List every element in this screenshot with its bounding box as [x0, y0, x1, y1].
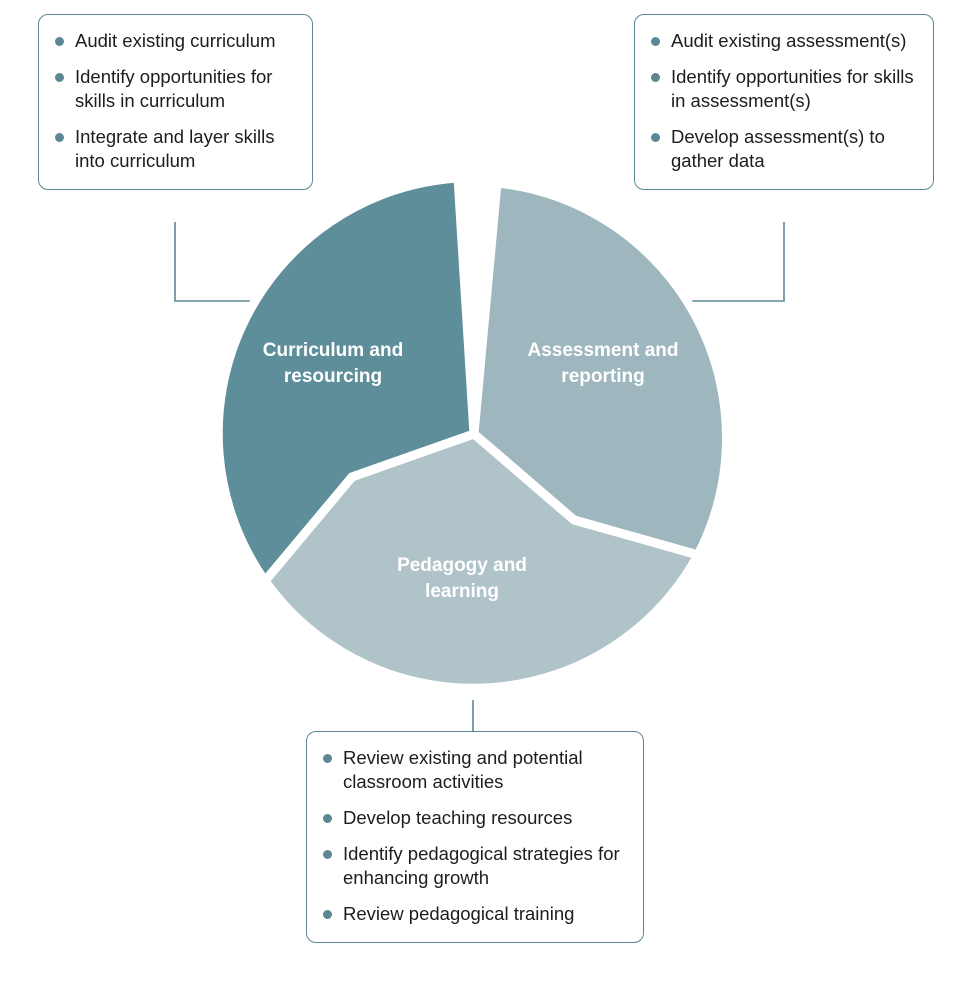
- callout-assessment: [634, 14, 934, 190]
- list-item: Identify opportunities for skills in assessment(s): [649, 65, 917, 113]
- pie-label-curriculum-line1: Curriculum and: [262, 340, 404, 361]
- callout-pedagogy: [306, 731, 644, 943]
- list-item: Develop assessment(s) to gather data: [649, 125, 917, 173]
- callout-assessment-list: [649, 29, 917, 173]
- callout-curriculum-list: [53, 29, 296, 173]
- pie-chart: [215, 175, 733, 693]
- callout-curriculum: [38, 14, 313, 190]
- pie-label-assessment-line2: reporting: [561, 366, 645, 387]
- pie-label-pedagogy-line2: learning: [425, 581, 499, 602]
- callout-pedagogy-list: [321, 746, 627, 926]
- list-item: Review existing and potential classroom activities: [321, 746, 627, 794]
- list-item: Identify pedagogical strategies for enhancing growth: [321, 842, 627, 890]
- pie-label-assessment-line1: Assessment and: [527, 340, 679, 361]
- pie-svg: [215, 175, 733, 693]
- list-item: Identify opportunities for skills in curriculum: [53, 65, 296, 113]
- list-item: Audit existing assessment(s): [649, 29, 917, 53]
- pie-label-pedagogy-line1: Pedagogy and: [397, 555, 527, 576]
- pie-label-curriculum-line2: resourcing: [283, 366, 383, 387]
- list-item: Review pedagogical training: [321, 902, 627, 926]
- list-item: Audit existing curriculum: [53, 29, 296, 53]
- list-item: Integrate and layer skills into curriculum: [53, 125, 296, 173]
- list-item: Develop teaching resources: [321, 806, 627, 830]
